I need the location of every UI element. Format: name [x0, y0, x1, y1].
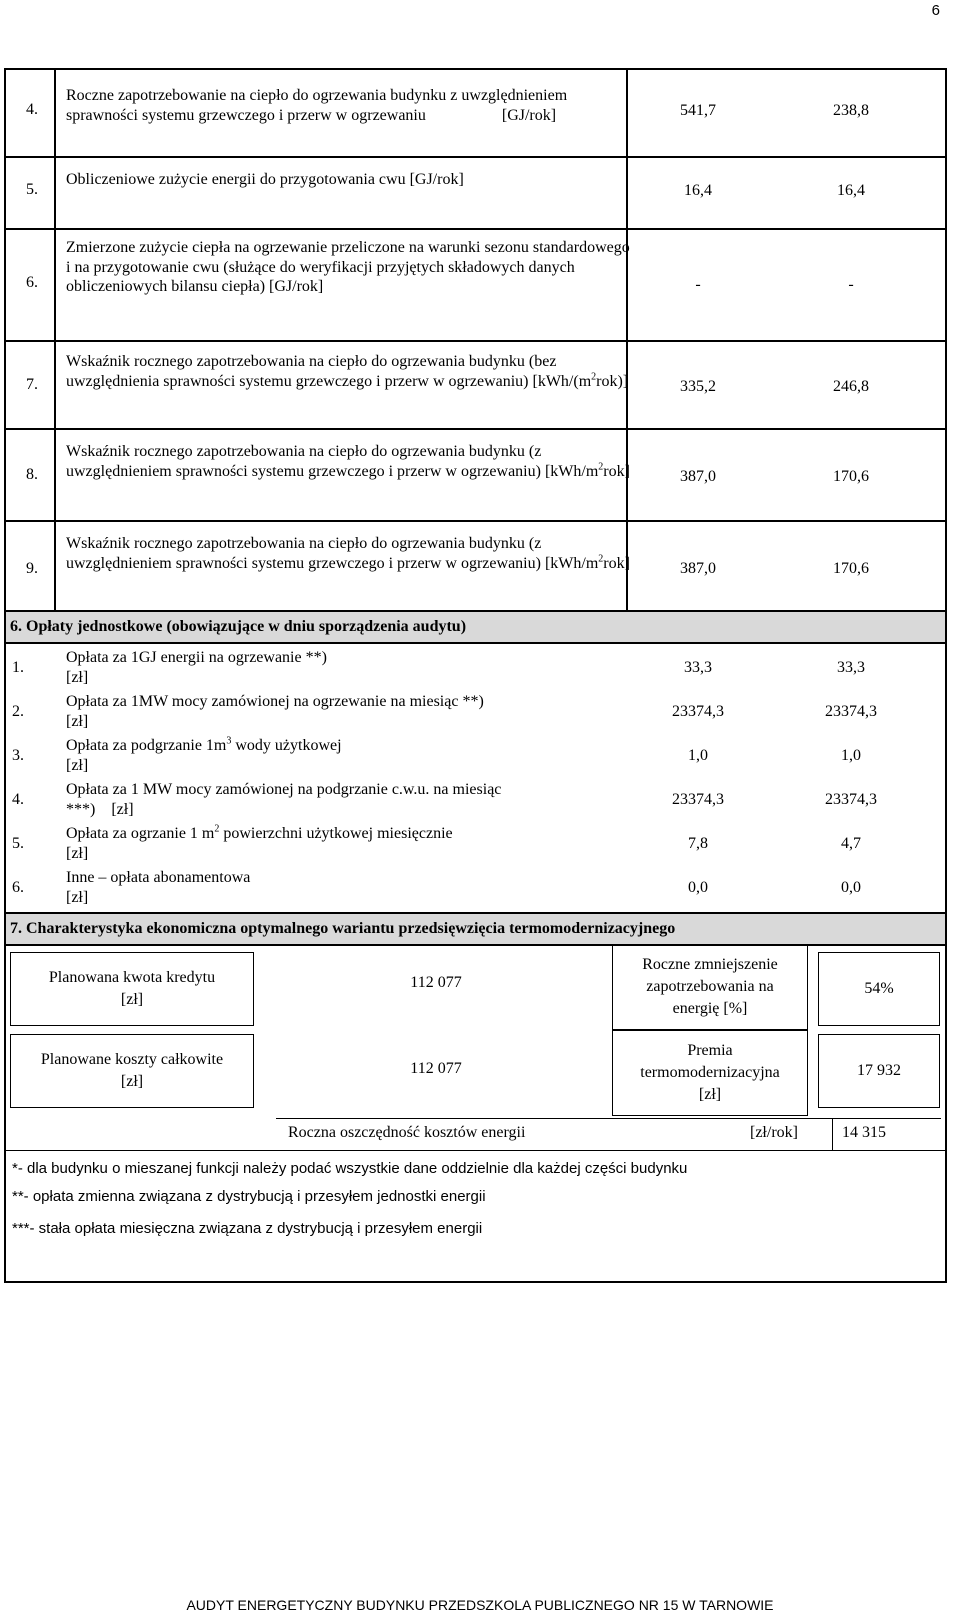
row-description: Roczne zapotrzebowanie na ciepło do ogrzewania budynku z uwzględnieniem sprawności systemu grzewczego i przerw w ogrzewaniu [GJ/rok] [66, 87, 572, 124]
item-label: Opłata za podgrzanie $1m^3$ wody użytkowej [zł] [66, 735, 342, 774]
item-value-2: 23374,3 [825, 791, 877, 808]
item-label: Opłata za 1MW mocy zamówionej na ogrzewanie na miesiąc **) [zł] [66, 693, 484, 730]
table-row [6, 70, 945, 156]
row-value-2: 170,6 [833, 468, 869, 485]
item-number: 6. [12, 879, 24, 896]
item-number: 1. [12, 659, 24, 676]
savings-label: Roczna oszczędność kosztów energii [288, 1124, 526, 1141]
row-value-2: 238,8 [833, 102, 869, 119]
item-value-1: 1,0 [688, 747, 708, 764]
item-value-1: 23374,3 [672, 791, 724, 808]
table-row [6, 342, 945, 430]
row-description: Wskaźnik rocznego zapotrzebowania na ciepło do ogrzewania budynku (z uwzględnieniem sprawności systemu grzewczego i przerw w ogrzewaniu) $[kWh/m^2rok]$ [66, 443, 630, 480]
item-number: 5. [12, 835, 24, 852]
row-value-1: 541,7 [680, 102, 716, 119]
item-value-2: 23374,3 [825, 703, 877, 720]
page-number: 6 [931, 2, 940, 19]
item-value-1: 23374,3 [672, 703, 724, 720]
footnote: ***- stała opłata miesięczna związana z dystrybucją i przesyłem energii [12, 1220, 483, 1237]
row-value-2: 170,6 [833, 560, 869, 577]
costs-value: 112 077 [410, 1060, 462, 1077]
item-number: 2. [12, 703, 24, 720]
list-item [6, 646, 945, 690]
divider [6, 1150, 945, 1151]
row-number: 8. [26, 466, 38, 483]
savings-unit: [zł/rok] [750, 1124, 798, 1141]
item-number: 4. [12, 791, 24, 808]
item-value-1: 7,8 [688, 835, 708, 852]
list-item [6, 734, 945, 778]
reduction-value-box [818, 952, 940, 1026]
table-row [6, 522, 945, 620]
row-number: 4. [26, 101, 38, 118]
list-item [6, 866, 945, 910]
list-item [6, 778, 945, 822]
item-label: Opłata za 1GJ energii na ogrzewanie **) [zł] [66, 649, 327, 686]
row-description: Obliczeniowe zużycie energii do przygotowania cwu [GJ/rok] [66, 171, 464, 188]
row-value-1: 16,4 [684, 182, 712, 199]
list-item [6, 690, 945, 734]
table-row [6, 230, 945, 342]
item-value-2: 33,3 [837, 659, 865, 676]
item-number: 3. [12, 747, 24, 764]
report-table [4, 68, 947, 1283]
row-value-2: 16,4 [837, 182, 865, 199]
row-value-2: - [848, 276, 854, 293]
row-description: Wskaźnik rocznego zapotrzebowania na ciepło do ogrzewania budynku (z uwzględnieniem sprawności systemu grzewczego i przerw w ogrzewaniu) $[kWh/m^2rok]$ [66, 535, 630, 572]
row-number: 6. [26, 274, 38, 291]
item-value-2: 0,0 [841, 879, 861, 896]
divider [832, 1118, 833, 1150]
premium-value: 17 932 [857, 1062, 901, 1079]
row-description: Zmierzone zużycie ciepła na ogrzewanie przeliczone na warunki sezonu standardowego i na przygotowanie cwu (służące do weryfikacji przyjętych składowych danych obliczeniowych bilansu ciepła) [GJ/rok] [66, 239, 630, 295]
row-value-1: 387,0 [680, 468, 716, 485]
divider [276, 1118, 941, 1119]
item-value-1: 33,3 [684, 659, 712, 676]
credit-label-box: Planowana kwota kredytu [zł] [10, 952, 254, 1026]
costs-label-box: Planowane koszty całkowite [zł] [10, 1034, 254, 1108]
item-value-2: 4,7 [841, 835, 861, 852]
page-footer: AUDYT ENERGETYCZNY BUDYNKU PRZEDSZKOLA PUBLICZNEGO NR 15 W TARNOWIE [186, 1597, 774, 1613]
item-label: Inne – opłata abonamentowa [zł] [66, 869, 251, 906]
section-heading-economics: 7. Charakterystyka ekonomiczna optymalnego wariantu przedsięwzięcia termomodernizacyjnego [6, 912, 945, 946]
credit-value: 112 077 [410, 974, 462, 991]
row-number: 7. [26, 376, 38, 393]
row-number: 9. [26, 560, 38, 577]
item-value-2: 1,0 [841, 747, 861, 764]
row-value-1: - [695, 276, 701, 293]
row-number: 5. [26, 181, 38, 198]
item-label: Opłata za ogrzanie 1 $m^2$ powierzchni użytkowej miesięcznie [zł] [66, 823, 453, 862]
item-label: Opłata za 1 MW mocy zamówionej na podgrzanie c.w.u. na miesiąc ***) [zł] [66, 781, 502, 818]
premium-value-box [818, 1034, 940, 1108]
row-value-1: 387,0 [680, 560, 716, 577]
table-row [6, 158, 945, 230]
footnote: *- dla budynku o mieszanej funkcji należy podać wszystkie dane oddzielnie dla każdej części budynku [12, 1160, 688, 1177]
item-value-1: 0,0 [688, 879, 708, 896]
section-heading-fees: 6. Opłaty jednostkowe (obowiązujące w dniu sporządzenia audytu) [6, 610, 945, 644]
table-row [6, 430, 945, 522]
row-description: Wskaźnik rocznego zapotrzebowania na ciepło do ogrzewania budynku (bez uwzględnienia sprawności systemu grzewczego i przerw w ogrzewaniu) $[kWh/(m^2rok)]$ [66, 353, 629, 390]
reduction-value: 54% [864, 980, 894, 997]
row-value-2: 246,8 [833, 378, 869, 395]
premium-label-box: Premia termomodernizacyjna [zł] [612, 1030, 808, 1116]
row-value-1: 335,2 [680, 378, 716, 395]
reduction-label-box: Roczne zmniejszenie zapotrzebowania na energię [%] [612, 944, 808, 1030]
list-item [6, 822, 945, 866]
savings-value: 14 315 [842, 1124, 886, 1141]
footnote: **- opłata zmienna związana z dystrybucją i przesyłem jednostki energii [12, 1188, 486, 1205]
